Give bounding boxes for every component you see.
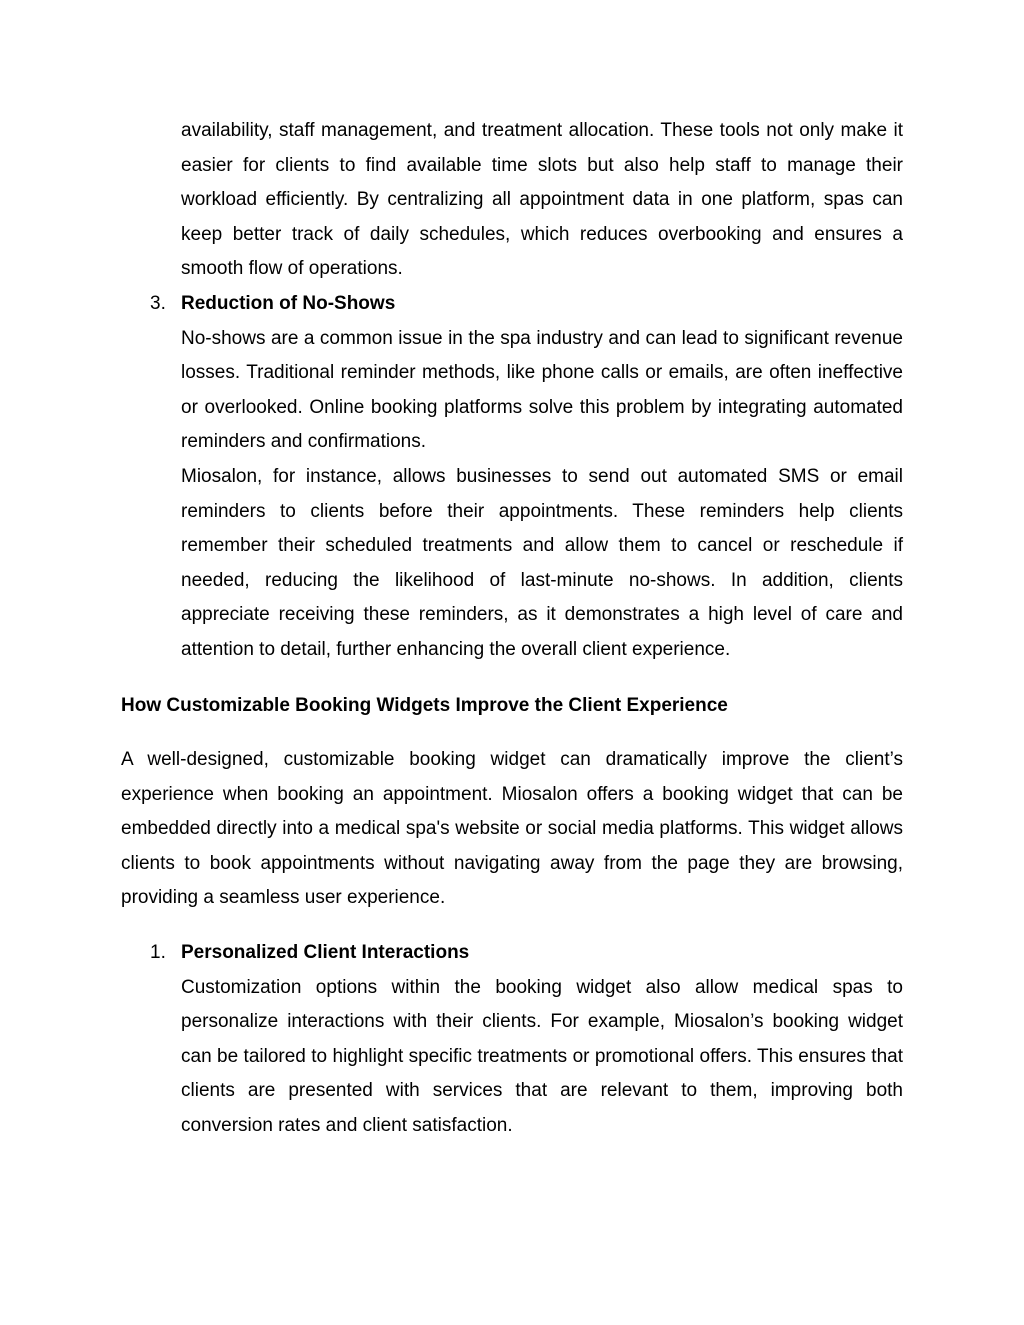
list-number: 3. bbox=[150, 292, 166, 314]
list-item-paragraph: Customization options within the booking widget also allow medical spas to personalize interactions with their clients. For example, Miosalon’s booking widget can be tailored to highlight specific treatments or promotional offers. This ensures that clients are presented with services that are relevant to them, improving both conversion rates and client satisfaction. bbox=[181, 976, 903, 1137]
section-paragraph: A well-designed, customizable booking widget can dramatically improve the client’s experience when booking an appointment. Miosalon offers a booking widget that can be embedded directly into a medical spa's website or social media platforms. This widget allows clients to book appointments without navigating away from the page they are browsing, providing a seamless user experience. bbox=[121, 749, 903, 909]
list-item-paragraph: Miosalon, for instance, allows businesses to send out automated SMS or email reminders to clients before their appointments. These reminders help clients remember their scheduled treatments and allow them to cancel or reschedule if needed, reducing the likelihood of last-minute no-shows. In addition, clients appreciate receiving these reminders, as it demonstrates a high level of care and attention to detail, further enhancing the overall client experience. bbox=[181, 465, 903, 660]
continued-paragraph: availability, staff management, and treatment allocation. These tools not only make it easier for clients to find available time slots but also help staff to manage their workload efficiently. By centralizing all appointment data in one platform, spas can keep better track of daily schedules, which reduces overbooking and ensures a smooth flow of operations. bbox=[181, 120, 903, 280]
document-page bbox=[121, 114, 903, 1144]
list-item-reduction-of-no-shows bbox=[121, 287, 903, 668]
section-heading: How Customizable Booking Widgets Improve the Client Experience bbox=[121, 694, 728, 716]
list-item-paragraph: No-shows are a common issue in the spa industry and can lead to significant revenue losses. Traditional reminder methods, like phone calls or emails, are often ineffective or overlooked. Online booking platforms solve this problem by integrating automated reminders and confirmations. bbox=[181, 327, 903, 453]
list-number: 1. bbox=[150, 942, 166, 964]
list-item-title: Reduction of No-Shows bbox=[181, 292, 396, 314]
list-item-personalized-client-interactions bbox=[121, 936, 903, 1144]
spacer bbox=[121, 916, 903, 936]
list-item-title: Personalized Client Interactions bbox=[181, 942, 470, 964]
